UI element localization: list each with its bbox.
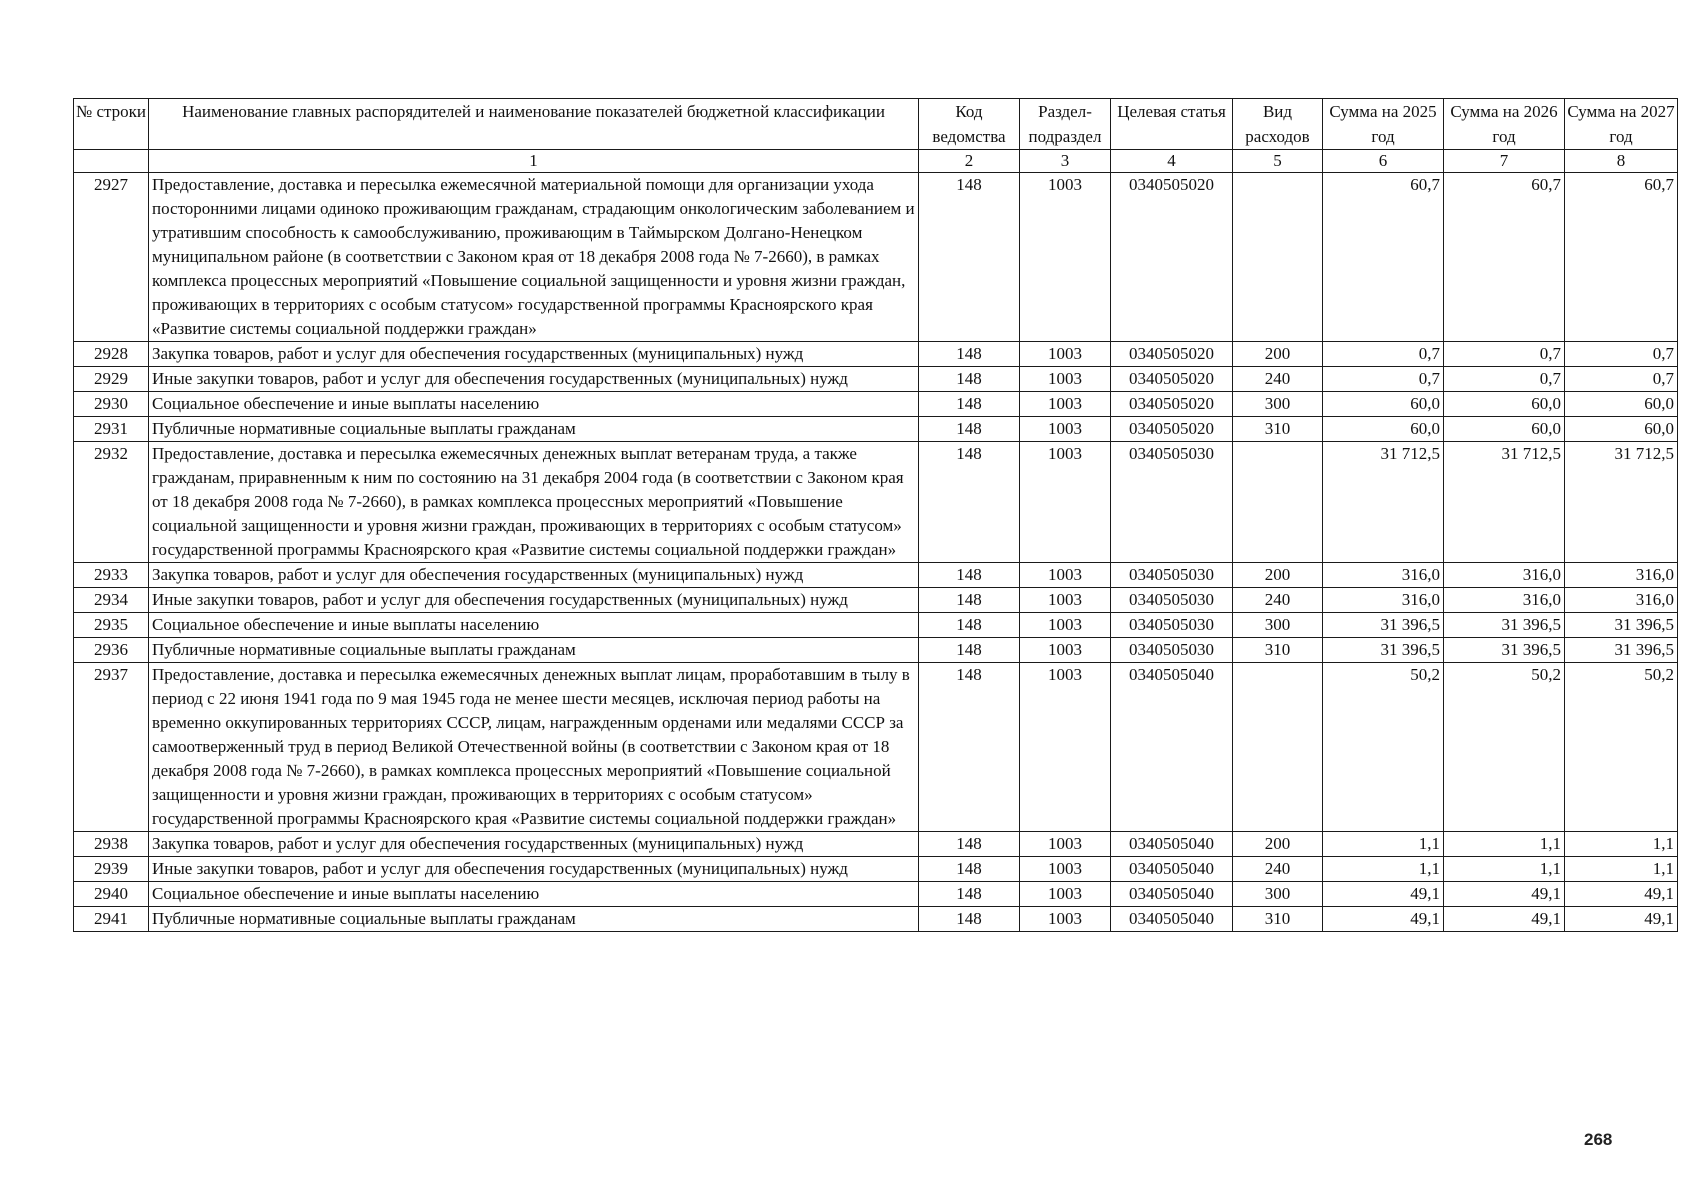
row-target-item: 0340505020 [1111,173,1233,342]
column-number: 3 [1020,150,1111,173]
row-section: 1003 [1020,613,1111,638]
row-expense-type: 200 [1233,563,1323,588]
row-section: 1003 [1020,832,1111,857]
row-expense-type [1233,442,1323,563]
row-dept-code: 148 [919,173,1020,342]
table-row [74,417,1678,442]
row-sum-2027: 60,7 [1565,173,1678,342]
row-section: 1003 [1020,857,1111,882]
row-sum-2026: 31 396,5 [1444,638,1565,663]
row-expense-type: 240 [1233,588,1323,613]
table-row [74,882,1678,907]
row-sum-2026: 49,1 [1444,882,1565,907]
row-sum-2026: 49,1 [1444,907,1565,932]
row-name: Предоставление, доставка и пересылка ежемесячных денежных выплат лицам, проработавшим в тылу в период с 22 июня 1941 года по 9 мая 1945 года не менее шести месяцев, исключая период работы на временно оккупированных территориях СССР, лицам, награжденным орденами или медалями СССР за самоотверженный труд в период Великой Отечественной войны (в соответствии с Законом края от 18 декабря 2008 года № 7-2660), в рамках комплекса процессных мероприятий «Повышение социальной защищенности и уровня жизни граждан, проживающих в территориях с особым статусом» государственной программы Красноярского края «Развитие системы социальной поддержки граждан» [149,663,919,832]
row-number: 2933 [74,563,149,588]
row-expense-type: 300 [1233,613,1323,638]
row-section: 1003 [1020,663,1111,832]
row-sum-2025: 49,1 [1323,882,1444,907]
row-sum-2025: 31 712,5 [1323,442,1444,563]
row-sum-2026: 60,0 [1444,392,1565,417]
row-name: Социальное обеспечение и иные выплаты населению [149,392,919,417]
row-target-item: 0340505040 [1111,857,1233,882]
row-section: 1003 [1020,342,1111,367]
row-target-item: 0340505020 [1111,392,1233,417]
row-sum-2027: 60,0 [1565,392,1678,417]
row-sum-2027: 49,1 [1565,882,1678,907]
row-sum-2025: 50,2 [1323,663,1444,832]
row-sum-2027: 316,0 [1565,563,1678,588]
row-name: Иные закупки товаров, работ и услуг для обеспечения государственных (муниципальных) нужд [149,588,919,613]
row-sum-2027: 50,2 [1565,663,1678,832]
column-numbers-row [74,150,1678,173]
row-dept-code: 148 [919,613,1020,638]
row-expense-type: 200 [1233,832,1323,857]
row-sum-2027: 1,1 [1565,857,1678,882]
row-name: Публичные нормативные социальные выплаты гражданам [149,638,919,663]
row-dept-code: 148 [919,907,1020,932]
row-sum-2025: 49,1 [1323,907,1444,932]
row-section: 1003 [1020,907,1111,932]
row-number: 2938 [74,832,149,857]
page-number: 268 [1584,1130,1613,1149]
row-sum-2027: 31 712,5 [1565,442,1678,563]
header-section: Раздел-подраздел [1020,99,1111,150]
row-sum-2025: 31 396,5 [1323,613,1444,638]
header-sum-2027: Сумма на 2027 год [1565,99,1678,150]
row-name: Предоставление, доставка и пересылка ежемесячной материальной помощи для организации ухода посторонними лицами одиноко проживающим гражданам, страдающим онкологическим заболеванием и утратившим способность к самообслуживанию, проживающим в Таймырском Долгано-Ненецком муниципальном районе (в соответствии с Законом края от 18 декабря 2008 года № 7-2660), в рамках комплекса процессных мероприятий «Повышение социальной защищенности и уровня жизни граждан, проживающих в территориях с особым статусом» государственной программы Красноярского края «Развитие системы социальной поддержки граждан» [149,173,919,342]
row-section: 1003 [1020,442,1111,563]
row-name: Закупка товаров, работ и услуг для обеспечения государственных (муниципальных) нужд [149,832,919,857]
row-dept-code: 148 [919,442,1020,563]
row-target-item: 0340505020 [1111,417,1233,442]
row-dept-code: 148 [919,882,1020,907]
row-name: Публичные нормативные социальные выплаты гражданам [149,907,919,932]
row-sum-2025: 31 396,5 [1323,638,1444,663]
header-dept-code: Код ведомства [919,99,1020,150]
row-expense-type [1233,173,1323,342]
column-number: 4 [1111,150,1233,173]
table-row [74,563,1678,588]
row-expense-type: 310 [1233,907,1323,932]
row-dept-code: 148 [919,638,1020,663]
row-section: 1003 [1020,588,1111,613]
row-expense-type: 240 [1233,857,1323,882]
row-sum-2026: 316,0 [1444,563,1565,588]
row-sum-2026: 31 712,5 [1444,442,1565,563]
header-row-no: № строки [74,99,149,150]
row-number: 2941 [74,907,149,932]
row-name: Иные закупки товаров, работ и услуг для обеспечения государственных (муниципальных) нужд [149,857,919,882]
row-sum-2025: 0,7 [1323,367,1444,392]
row-section: 1003 [1020,173,1111,342]
table-row [74,857,1678,882]
row-name: Социальное обеспечение и иные выплаты населению [149,882,919,907]
table-row [74,392,1678,417]
header-target-item: Целевая статья [1111,99,1233,150]
row-sum-2025: 316,0 [1323,588,1444,613]
table-row [74,907,1678,932]
row-name: Закупка товаров, работ и услуг для обеспечения государственных (муниципальных) нужд [149,563,919,588]
row-sum-2026: 60,0 [1444,417,1565,442]
table-row [74,588,1678,613]
column-number-blank [74,150,149,173]
header-name: Наименование главных распорядителей и наименование показателей бюджетной классификации [149,99,919,150]
row-name: Социальное обеспечение и иные выплаты населению [149,613,919,638]
row-number: 2929 [74,367,149,392]
row-target-item: 0340505040 [1111,907,1233,932]
header-row [74,99,1678,150]
row-dept-code: 148 [919,563,1020,588]
row-expense-type: 300 [1233,392,1323,417]
row-sum-2026: 1,1 [1444,857,1565,882]
row-number: 2935 [74,613,149,638]
budget-table [73,98,1678,932]
header-sum-2026: Сумма на 2026 год [1444,99,1565,150]
row-dept-code: 148 [919,392,1020,417]
row-section: 1003 [1020,367,1111,392]
row-dept-code: 148 [919,417,1020,442]
column-number: 5 [1233,150,1323,173]
row-section: 1003 [1020,882,1111,907]
row-dept-code: 148 [919,857,1020,882]
row-sum-2025: 0,7 [1323,342,1444,367]
row-target-item: 0340505030 [1111,442,1233,563]
column-number: 2 [919,150,1020,173]
row-target-item: 0340505020 [1111,367,1233,392]
row-target-item: 0340505040 [1111,882,1233,907]
row-sum-2026: 31 396,5 [1444,613,1565,638]
row-sum-2025: 316,0 [1323,563,1444,588]
row-expense-type: 310 [1233,417,1323,442]
row-target-item: 0340505040 [1111,663,1233,832]
row-sum-2027: 1,1 [1565,832,1678,857]
row-sum-2026: 50,2 [1444,663,1565,832]
row-name: Закупка товаров, работ и услуг для обеспечения государственных (муниципальных) нужд [149,342,919,367]
budget-sheet [73,98,1677,932]
table-header [74,99,1678,173]
table-row [74,832,1678,857]
row-expense-type [1233,663,1323,832]
table-row [74,367,1678,392]
row-expense-type: 310 [1233,638,1323,663]
table-row [74,613,1678,638]
row-sum-2026: 0,7 [1444,367,1565,392]
column-number: 7 [1444,150,1565,173]
row-section: 1003 [1020,638,1111,663]
row-target-item: 0340505030 [1111,563,1233,588]
row-sum-2027: 316,0 [1565,588,1678,613]
row-name: Публичные нормативные социальные выплаты гражданам [149,417,919,442]
table-body [74,173,1678,932]
row-sum-2025: 1,1 [1323,832,1444,857]
row-section: 1003 [1020,563,1111,588]
column-number: 1 [149,150,919,173]
row-section: 1003 [1020,417,1111,442]
column-number: 8 [1565,150,1678,173]
row-number: 2939 [74,857,149,882]
row-dept-code: 148 [919,367,1020,392]
row-name: Предоставление, доставка и пересылка ежемесячных денежных выплат ветеранам труда, а также гражданам, приравненным к ним по состоянию на 31 декабря 2004 года (в соответствии с Законом края от 18 декабря 2008 года № 7-2660), в рамках комплекса процессных мероприятий «Повышение социальной защищенности и уровня жизни граждан, проживающих в территориях с особым статусом» государственной программы Красноярского края «Развитие системы социальной поддержки граждан» [149,442,919,563]
column-number: 6 [1323,150,1444,173]
row-sum-2025: 60,7 [1323,173,1444,342]
row-target-item: 0340505030 [1111,588,1233,613]
table-row [74,173,1678,342]
row-sum-2026: 0,7 [1444,342,1565,367]
row-sum-2025: 60,0 [1323,392,1444,417]
row-number: 2927 [74,173,149,342]
row-expense-type: 300 [1233,882,1323,907]
row-number: 2934 [74,588,149,613]
row-target-item: 0340505030 [1111,638,1233,663]
row-target-item: 0340505020 [1111,342,1233,367]
header-expense-type: Вид расходов [1233,99,1323,150]
row-dept-code: 148 [919,663,1020,832]
row-number: 2931 [74,417,149,442]
row-sum-2027: 60,0 [1565,417,1678,442]
row-target-item: 0340505040 [1111,832,1233,857]
row-dept-code: 148 [919,588,1020,613]
row-dept-code: 148 [919,342,1020,367]
row-sum-2025: 60,0 [1323,417,1444,442]
row-number: 2928 [74,342,149,367]
row-sum-2026: 60,7 [1444,173,1565,342]
row-sum-2026: 1,1 [1444,832,1565,857]
row-number: 2937 [74,663,149,832]
row-number: 2936 [74,638,149,663]
row-sum-2027: 49,1 [1565,907,1678,932]
row-sum-2027: 31 396,5 [1565,613,1678,638]
row-sum-2026: 316,0 [1444,588,1565,613]
row-number: 2932 [74,442,149,563]
row-number: 2930 [74,392,149,417]
row-sum-2027: 31 396,5 [1565,638,1678,663]
row-dept-code: 148 [919,832,1020,857]
table-row [74,342,1678,367]
header-sum-2025: Сумма на 2025 год [1323,99,1444,150]
row-sum-2025: 1,1 [1323,857,1444,882]
row-expense-type: 240 [1233,367,1323,392]
row-sum-2027: 0,7 [1565,367,1678,392]
row-section: 1003 [1020,392,1111,417]
table-row [74,442,1678,563]
row-name: Иные закупки товаров, работ и услуг для обеспечения государственных (муниципальных) нужд [149,367,919,392]
row-number: 2940 [74,882,149,907]
row-sum-2027: 0,7 [1565,342,1678,367]
row-target-item: 0340505030 [1111,613,1233,638]
row-expense-type: 200 [1233,342,1323,367]
table-row [74,663,1678,832]
table-row [74,638,1678,663]
